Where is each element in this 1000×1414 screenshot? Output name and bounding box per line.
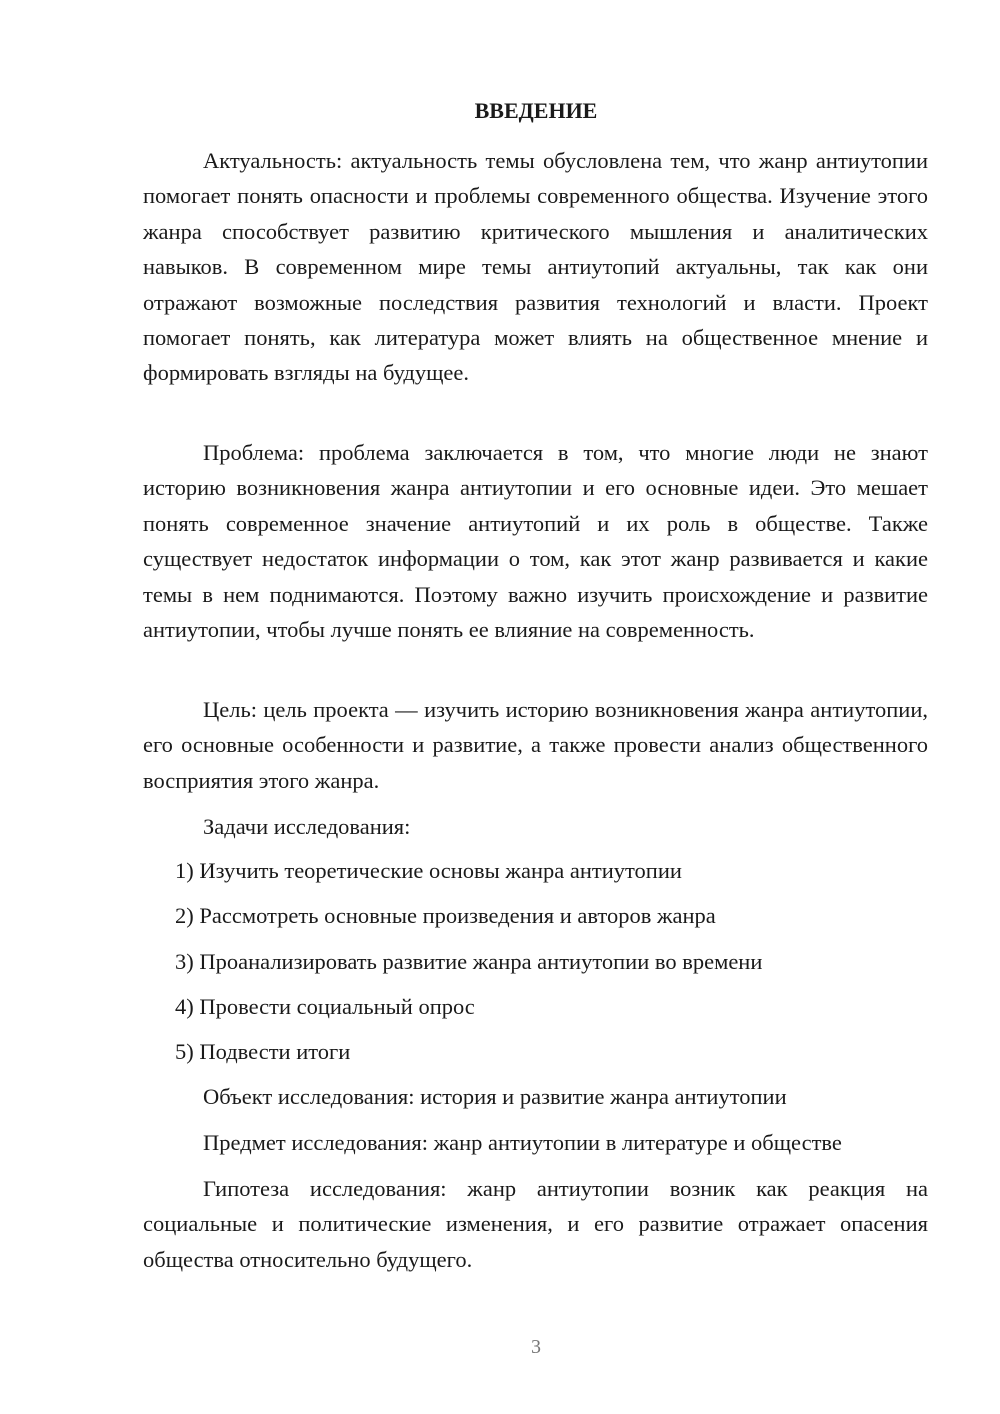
goal-paragraph: Цель: цель проекта — изучить историю возникновения жанра антиутопии, его основные особенности и развитие, а также провести анализ общественного восприятия этого жанра. [143, 697, 928, 793]
task-item: 4) Провести социальный опрос [175, 994, 475, 1019]
tasks-heading: Задачи исследования: [203, 814, 411, 839]
task-item: 2) Рассмотреть основные произведения и авторов жанра [175, 903, 716, 928]
page-number: 3 [531, 1336, 541, 1358]
research-object: Объект исследования: история и развитие жанра антиутопии [203, 1084, 787, 1109]
page-title: ВВЕДЕНИЕ [474, 98, 598, 123]
task-item: 5) Подвести итоги [175, 1039, 351, 1064]
problem-paragraph: Проблема: проблема заключается в том, что многие люди не знают историю возникновения жанра антиутопии и его основные идеи. Это мешает понять современное значение антиутопий и их роль в обществе. Также существует недостаток информации о том, как этот жанр развивается и какие темы в нем поднимаются. Поэтому важно изучить происхождение и развитие антиутопии, чтобы лучше понять ее влияние на современность. [143, 440, 928, 643]
research-subject: Предмет исследования: жанр антиутопии в литературе и обществе [203, 1130, 842, 1155]
hypothesis-paragraph: Гипотеза исследования: жанр антиутопии возник как реакция на социальные и политические изменения, и его развитие отражает опасения общества относительно будущего. [143, 1176, 928, 1272]
task-item: 3) Проанализировать развитие жанра антиутопии во времени [175, 949, 763, 974]
task-item: 1) Изучить теоретические основы жанра антиутопии [175, 858, 682, 883]
relevance-paragraph: Актуальность: актуальность темы обусловлена тем, что жанр антиутопии помогает понять опасности и проблемы современного общества. Изучение этого жанра способствует развитию критического мышления и аналитических навыков. В современном мире темы антиутопий актуальны, так как они отражают возможные последствия развития технологий и власти. Проект помогает понять, как литература может влиять на общественное мнение и формировать взгляды на будущее. [143, 148, 928, 386]
